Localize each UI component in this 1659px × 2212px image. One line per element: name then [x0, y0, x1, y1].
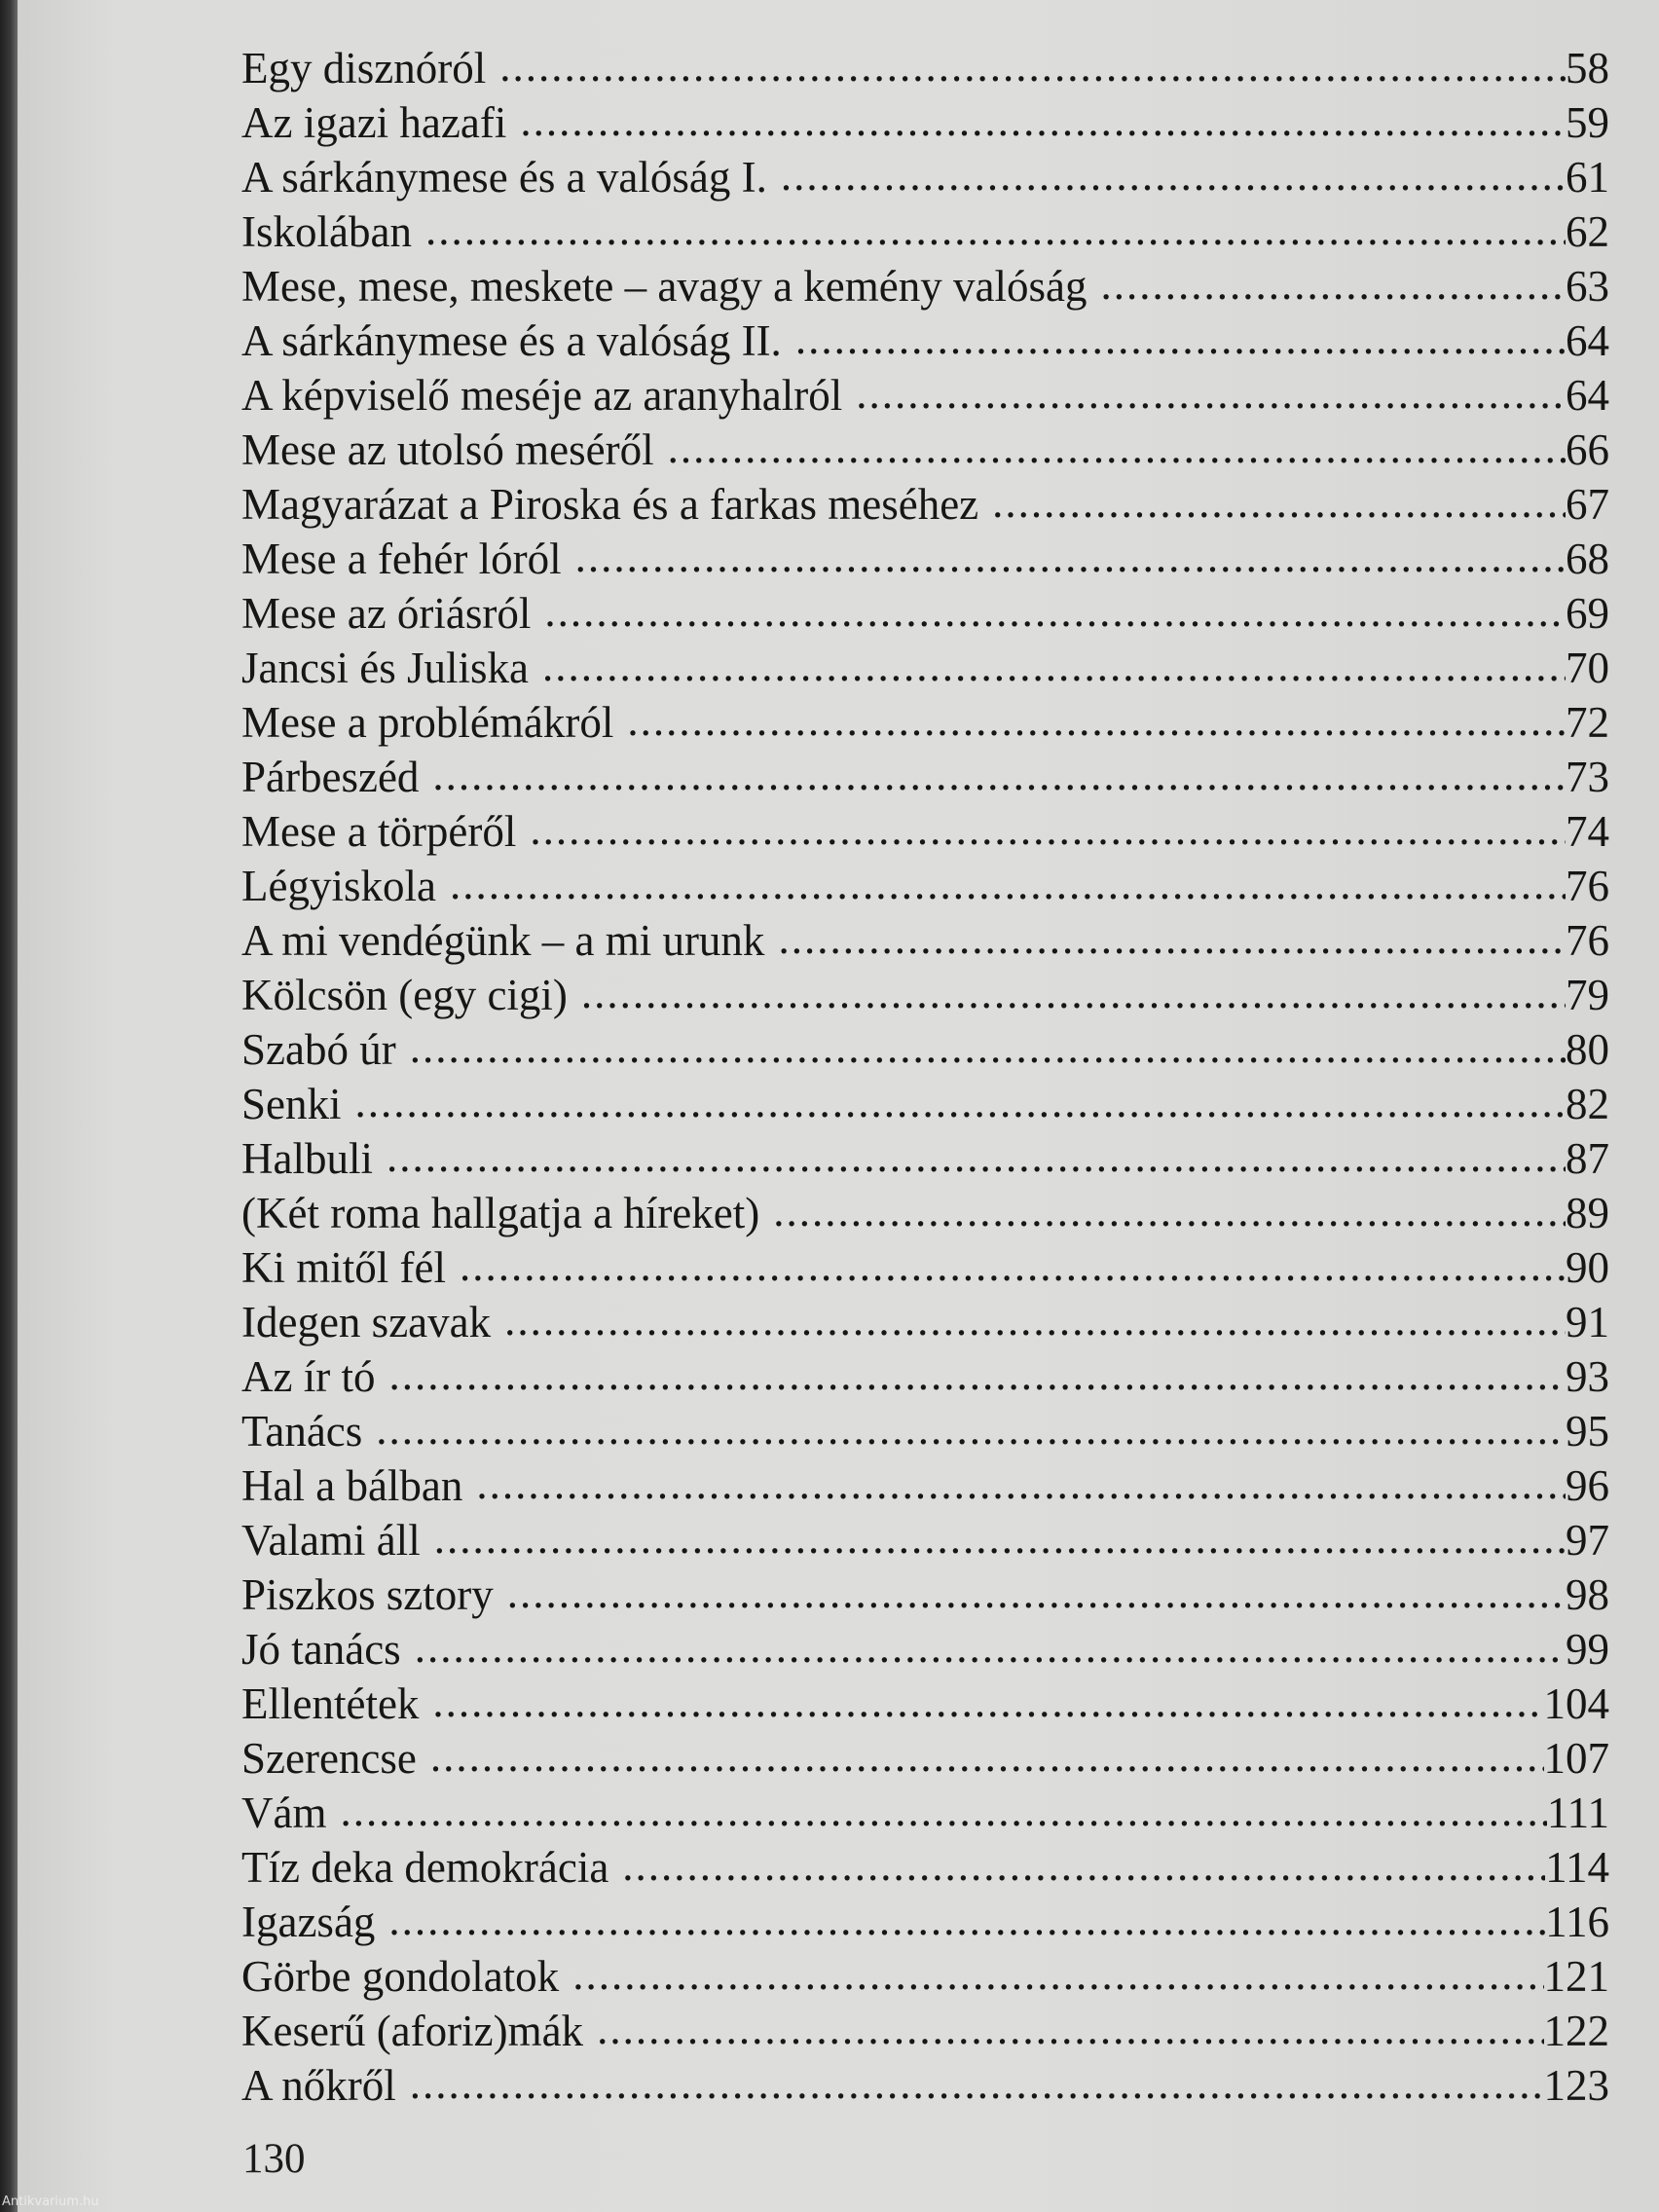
- toc-entry-page: 58: [1566, 44, 1609, 92]
- toc-entry-title: Légyiskola: [241, 862, 436, 910]
- toc-dot-leader: [388, 1893, 1545, 1947]
- toc-entry-page: 82: [1566, 1080, 1609, 1128]
- toc-entry: [241, 1949, 1609, 2004]
- toc-entry-title: Valami áll: [241, 1516, 421, 1565]
- toc-entry: [241, 1131, 1609, 1186]
- toc-entry-page: 72: [1566, 698, 1609, 747]
- toc-entry: [241, 1622, 1609, 1677]
- toc-entry-page: 64: [1566, 371, 1609, 420]
- toc-dot-leader: [430, 1729, 1544, 1784]
- toc-dot-leader: [773, 1184, 1566, 1238]
- toc-entry: [241, 859, 1609, 913]
- toc-entry-page: 70: [1566, 644, 1609, 692]
- toc-entry-title: Mese az óriásról: [241, 589, 532, 638]
- toc-entry-page: 99: [1566, 1625, 1609, 1674]
- toc-entry: [241, 2058, 1609, 2113]
- toc-dot-leader: [597, 2002, 1543, 2056]
- toc-dot-leader: [425, 203, 1566, 257]
- toc-dot-leader: [376, 1402, 1566, 1456]
- toc-entry-title: Tíz deka demokrácia: [241, 1843, 609, 1892]
- toc-entry-page: 122: [1543, 2007, 1609, 2055]
- toc-dot-leader: [856, 366, 1566, 421]
- toc-entry-title: Ellentétek: [241, 1679, 420, 1728]
- toc-entry-title: Szabó úr: [241, 1025, 396, 1074]
- toc-entry: [241, 913, 1609, 968]
- toc-dot-leader: [520, 93, 1566, 148]
- toc-entry: [241, 1786, 1609, 1840]
- toc-entry: [241, 1677, 1609, 1731]
- toc-entry: [241, 1295, 1609, 1349]
- toc-entry-page: 116: [1545, 1898, 1609, 1946]
- toc-entry-page: 90: [1566, 1243, 1609, 1292]
- toc-entry-page: 64: [1566, 316, 1609, 365]
- toc-dot-leader: [410, 2056, 1544, 2111]
- toc-entry-page: 95: [1566, 1407, 1609, 1456]
- toc-entry-title: A mi vendégünk – a mi urunk: [241, 916, 765, 965]
- toc-entry: [241, 750, 1609, 804]
- toc-entry-title: Jó tanács: [241, 1625, 401, 1674]
- watermark: Antikvarium.hu: [2, 2194, 99, 2209]
- toc-entry-page: 87: [1566, 1134, 1609, 1183]
- toc-entry-page: 59: [1566, 98, 1609, 147]
- toc-entry: [241, 1077, 1609, 1131]
- toc-entry: [241, 1731, 1609, 1786]
- toc-entry-page: 123: [1543, 2061, 1609, 2110]
- page-number: 130: [242, 2136, 306, 2182]
- toc-dot-leader: [388, 1347, 1566, 1402]
- toc-entry: [241, 477, 1609, 532]
- toc-dot-leader: [530, 802, 1566, 857]
- toc-entry-title: Mese a fehér lóról: [241, 535, 562, 583]
- toc-entry-page: 89: [1566, 1189, 1609, 1237]
- toc-entry: [241, 641, 1609, 695]
- toc-entry: [241, 313, 1609, 368]
- toc-entry-page: 61: [1566, 153, 1609, 202]
- toc-entry-title: Hal a bálban: [241, 1461, 463, 1510]
- toc-entry-title: Egy disznóról: [241, 44, 487, 92]
- toc-dot-leader: [627, 693, 1566, 748]
- toc-entry-title: Mese, mese, meskete – avagy a kemény valóság: [241, 262, 1088, 311]
- toc-entry-page: 80: [1566, 1025, 1609, 1074]
- toc-entry-page: 104: [1543, 1679, 1609, 1728]
- toc-dot-leader: [432, 1675, 1543, 1729]
- toc-dot-leader: [795, 312, 1566, 366]
- toc-entry-title: (Két roma hallgatja a híreket): [241, 1189, 760, 1237]
- toc-entry-page: 69: [1566, 589, 1609, 638]
- toc-entry-title: Az ír tó: [241, 1352, 376, 1401]
- toc-dot-leader: [575, 530, 1566, 584]
- toc-entry: [241, 1513, 1609, 1567]
- toc-entry: [241, 695, 1609, 750]
- toc-entry-title: Mese az utolsó meséről: [241, 425, 654, 474]
- toc-entry-page: 68: [1566, 535, 1609, 583]
- toc-entry-page: 76: [1566, 916, 1609, 965]
- toc-entry-page: 107: [1543, 1734, 1609, 1783]
- toc-entry-title: Senki: [241, 1080, 342, 1128]
- toc-entry-page: 79: [1566, 971, 1609, 1019]
- toc-dot-leader: [499, 39, 1566, 93]
- toc-entry-page: 67: [1566, 480, 1609, 529]
- toc-entry-title: Mese a problémákról: [241, 698, 614, 747]
- toc-entry-title: Keserű (aforiz)mák: [241, 2007, 584, 2055]
- toc-entry-title: A nőkről: [241, 2061, 396, 2110]
- toc-dot-leader: [340, 1784, 1546, 1838]
- toc-entry-page: 98: [1566, 1570, 1609, 1619]
- toc-entry-title: Tanács: [241, 1407, 363, 1456]
- toc-entry-page: 74: [1566, 807, 1609, 856]
- toc-dot-leader: [434, 1511, 1566, 1566]
- toc-entry-page: 73: [1566, 753, 1609, 801]
- toc-entry-page: 62: [1566, 207, 1609, 256]
- toc-dot-leader: [476, 1456, 1566, 1511]
- toc-entry: [241, 1349, 1609, 1404]
- toc-entry: [241, 368, 1609, 423]
- toc-entry-title: Az igazi hazafi: [241, 98, 507, 147]
- toc-entry-title: Jancsi és Juliska: [241, 644, 529, 692]
- toc-entry: [241, 968, 1609, 1022]
- toc-entry-page: 114: [1545, 1843, 1609, 1892]
- toc-entry-title: Piszkos sztory: [241, 1570, 494, 1619]
- toc-entry: [241, 1567, 1609, 1622]
- toc-dot-leader: [622, 1838, 1545, 1893]
- toc-entry-title: Szerencse: [241, 1734, 417, 1783]
- toc-entry-title: Görbe gondolatok: [241, 1952, 560, 2001]
- toc-entry-page: 93: [1566, 1352, 1609, 1401]
- toc-dot-leader: [387, 1129, 1566, 1184]
- table-of-contents: [241, 41, 1609, 2113]
- toc-entry: [241, 804, 1609, 859]
- toc-entry: [241, 1404, 1609, 1458]
- toc-entry-title: Kölcsön (egy cigi): [241, 971, 568, 1019]
- toc-dot-leader: [355, 1075, 1566, 1129]
- book-binding-edge: [0, 0, 18, 2212]
- toc-entry: [241, 259, 1609, 313]
- toc-entry-title: A sárkánymese és a valóság II.: [241, 316, 782, 365]
- toc-entry-page: 76: [1566, 862, 1609, 910]
- toc-dot-leader: [460, 1238, 1566, 1293]
- toc-entry-page: 66: [1566, 425, 1609, 474]
- toc-dot-leader: [581, 966, 1566, 1020]
- toc-dot-leader: [544, 584, 1566, 639]
- toc-entry-page: 96: [1566, 1461, 1609, 1510]
- toc-entry: [241, 1022, 1609, 1077]
- toc-entry-page: 91: [1566, 1298, 1609, 1346]
- toc-entry-page: 97: [1566, 1516, 1609, 1565]
- toc-entry-title: Igazság: [241, 1898, 376, 1946]
- toc-entry-page: 121: [1543, 1952, 1609, 2001]
- toc-dot-leader: [992, 475, 1566, 530]
- toc-entry: [241, 1458, 1609, 1513]
- toc-entry-title: Vám: [241, 1788, 327, 1837]
- toc-entry-title: Idegen szavak: [241, 1298, 492, 1346]
- toc-entry-title: Halbuli: [241, 1134, 373, 1183]
- toc-entry: [241, 1840, 1609, 1895]
- toc-entry: [241, 586, 1609, 641]
- toc-dot-leader: [432, 748, 1566, 802]
- toc-dot-leader: [450, 857, 1566, 911]
- toc-entry: [241, 2004, 1609, 2058]
- toc-entry: [241, 1240, 1609, 1295]
- book-page: [18, 0, 1659, 2212]
- toc-entry-title: Párbeszéd: [241, 753, 420, 801]
- toc-entry-title: Ki mitől fél: [241, 1243, 446, 1292]
- toc-dot-leader: [415, 1620, 1566, 1675]
- toc-dot-leader: [504, 1293, 1566, 1347]
- toc-entry: [241, 41, 1609, 95]
- toc-entry-title: A sárkánymese és a valóság I.: [241, 153, 767, 202]
- toc-entry-page: 63: [1566, 262, 1609, 311]
- toc-entry-page: 111: [1546, 1788, 1609, 1837]
- toc-dot-leader: [507, 1566, 1566, 1620]
- toc-dot-leader: [542, 639, 1566, 693]
- toc-dot-leader: [668, 421, 1566, 475]
- toc-entry-title: Mese a törpéről: [241, 807, 517, 856]
- toc-entry: [241, 150, 1609, 204]
- toc-entry: [241, 423, 1609, 477]
- toc-entry-title: A képviselő meséje az aranyhalról: [241, 371, 843, 420]
- toc-entry: [241, 204, 1609, 259]
- toc-dot-leader: [781, 148, 1566, 203]
- toc-dot-leader: [1100, 257, 1566, 312]
- toc-entry: [241, 532, 1609, 586]
- toc-dot-leader: [410, 1020, 1566, 1075]
- toc-entry-title: Magyarázat a Piroska és a farkas meséhez: [241, 480, 979, 529]
- toc-entry: [241, 95, 1609, 150]
- toc-entry: [241, 1186, 1609, 1240]
- toc-entry: [241, 1895, 1609, 1949]
- toc-dot-leader: [572, 1947, 1543, 2002]
- toc-dot-leader: [778, 911, 1566, 966]
- toc-entry-title: Iskolában: [241, 207, 412, 256]
